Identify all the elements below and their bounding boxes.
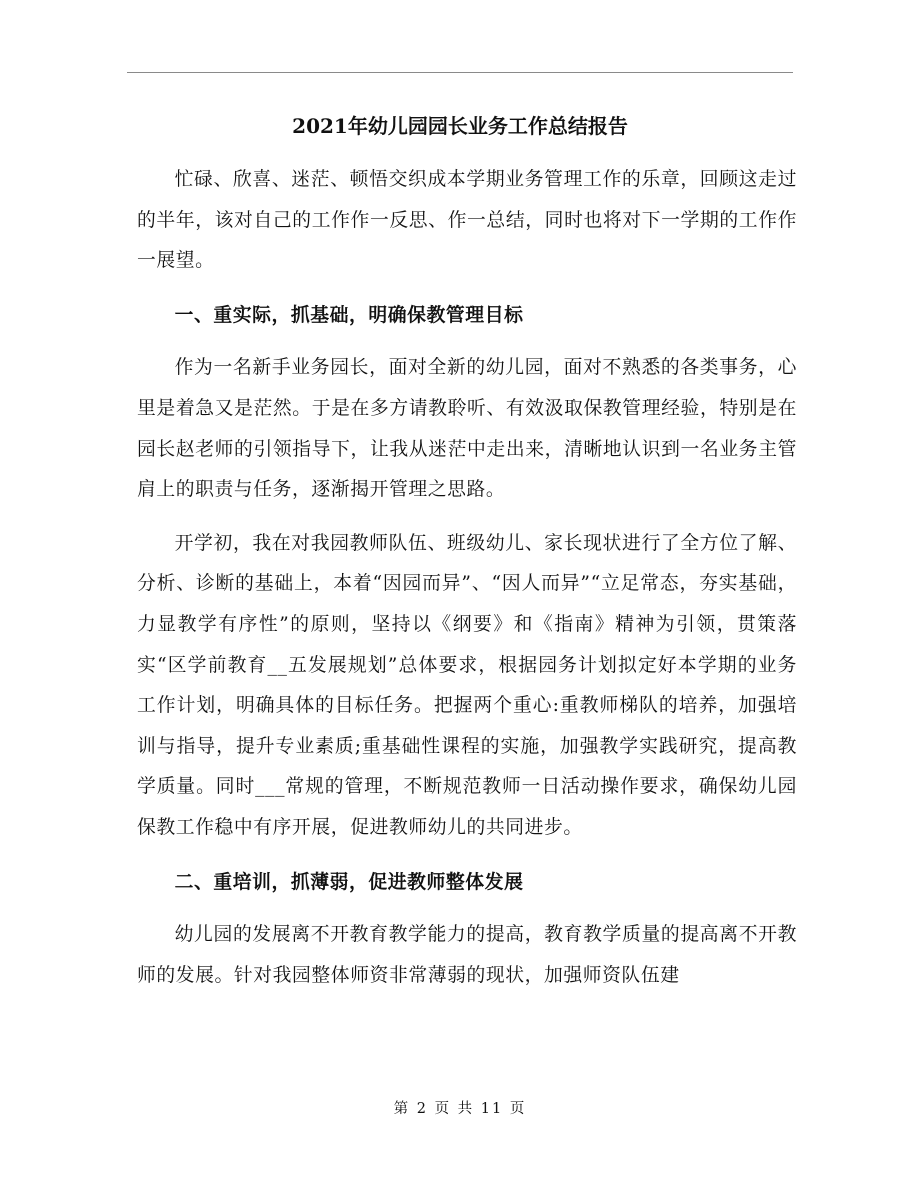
body-paragraph: 幼儿园的发展离不开教育教学能力的提高，教育教学质量的提高离不开教师的发展。针对我园整体师资非常薄弱的现状，加强师资队伍建: [137, 924, 797, 986]
page-number: 第 2 页 共 11 页: [393, 1101, 527, 1117]
body-paragraph: 忙碌、欣喜、迷茫、顿悟交织成本学期业务管理工作的乐章，回顾这走过的半年，该对自己的工作作一反思、作一总结，同时也将对下一学期的工作作一展望。: [137, 169, 797, 272]
document-body: [137, 160, 797, 996]
header-rule: [127, 72, 793, 73]
body-paragraph: 开学初，我在对我园教师队伍、班级幼儿、家长现状进行了全方位了解、分析、诊断的基础上，本着“因园而异”、“因人而异”“立足常态，夯实基础，力显教学有序性”的原则，坚持以《纲要》和《指南》精神为引领，贯策落实“区学前教育__五发展规划”总体要求，根据园务计划拟定好本学期的业务工作计划，明确具体的目标任务。把握两个重心:重教师梯队的培养，加强培训与指导，提升专业素质;重基础性课程的实施，加强教学实践研究，提高教学质量。同时___常规的管理，不断规范教师一日活动操作要求，确保幼儿园保教工作稳中有序开展，促进教师幼儿的共同进步。: [137, 532, 797, 838]
section-heading: 一、重实际，抓基础，明确保教管理目标: [174, 303, 524, 326]
body-paragraph: 作为一名新手业务园长，面对全新的幼儿园，面对不熟悉的各类事务，心里是着急又是茫然。于是在多方请教聆听、有效汲取保教管理经验，特别是在园长赵老师的引领指导下，让我从迷茫中走出来，清晰地认识到一名业务主管肩上的职责与任务，逐渐揭开管理之思路。: [137, 357, 797, 501]
section-heading: 二、重培训，抓薄弱，促进教师整体发展: [174, 870, 524, 893]
document-title: 2021年幼儿园园长业务工作总结报告: [292, 114, 628, 138]
